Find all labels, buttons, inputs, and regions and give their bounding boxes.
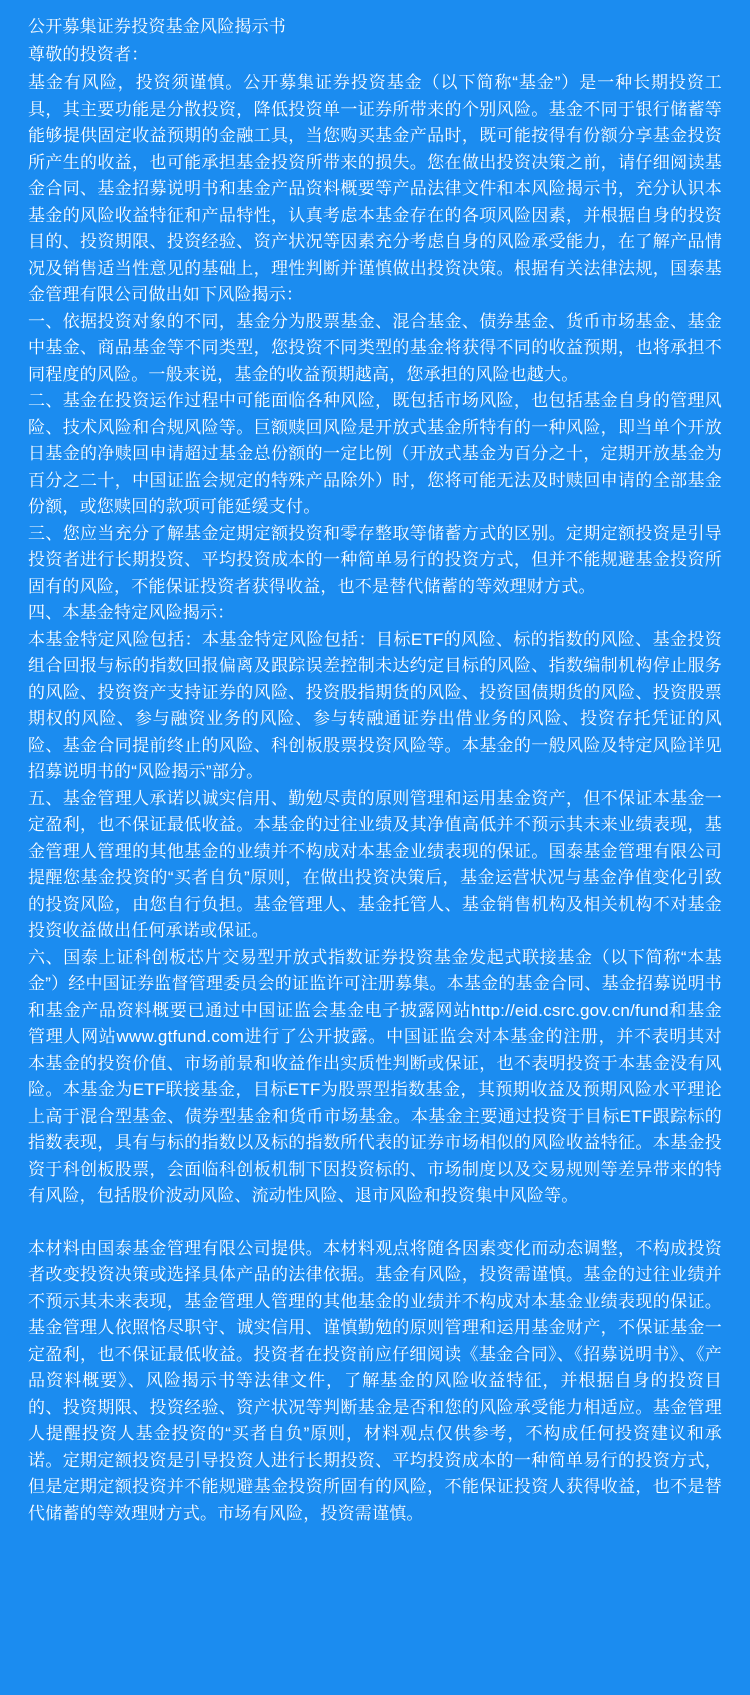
paragraph-item-4-body: 本基金特定风险包括：本基金特定风险包括：目标ETF的风险、标的指数的风险、基金投资组合回报与标的指数回报偏离及跟踪误差控制未达约定目标的风险、指数编制机构停止服务的风险、投资资产支持证券的风险、投资股指期货的风险、投资国债期货的风险、投资股票期权的风险、参与融资业务的风险、参与转融通证券出借业务的风险、投资存托凭证的风险、基金合同提前终止的风险、科创板股票投资风险等。本基金的一般风险及特定风险详见招募说明书的“风险揭示”部分。 [28,629,722,781]
paragraph-item-2: 二、基金在投资运作过程中可能面临各种风险，既包括市场风险，也包括基金自身的管理风险、技术风险和合规风险等。巨额赎回风险是开放式基金所特有的一种风险，即当单个开放日基金的净赎回申请超过基金总份额的一定比例（开放式基金为百分之十，定期开放基金为百分之二十，中国证监会规定的特殊产品除外）时，您将可能无法及时赎回申请的全部基金份额，或您赎回的款项可能延缓支付。 [28,391,722,516]
section-divider [28,1210,722,1236]
disclaimer-block [28,1236,722,1528]
salutation: 尊敬的投资者： [28,45,149,64]
paragraph-item-6: 六、国泰上证科创板芯片交易型开放式指数证券投资基金发起式联接基金（以下简称“本基金”）经中国证券监督管理委员会的证监许可注册募集。本基金的基金合同、基金招募说明书和基金产品资料概要已通过中国证监会基金电子披露网站http://eid.csrc.gov.cn/fund和基金管理人网站www.gtfund.com进行了公开披露。中国证监会对本基金的注册，并不表明其对本基金的投资价值、市场前景和收益作出实质性判断或保证，也不表明投资于本基金没有风险。本基金为ETF联接基金，目标ETF为股票型指数基金，其预期收益及预期风险水平理论上高于混合型基金、债券型基金和货币市场基金。本基金主要通过投资于目标ETF跟踪标的指数表现，具有与标的指数以及标的指数所代表的证券市场相似的风险收益特征。本基金投资于科创板股票，会面临科创板机制下因投资标的、市场制度以及交易规则等差异带来的特有风险，包括股价波动风险、流动性风险、退市风险和投资集中风险等。 [28,947,722,1205]
paragraph-item-3: 三、您应当充分了解基金定期定额投资和零存整取等储蓄方式的区别。定期定额投资是引导投资者进行长期投资、平均投资成本的一种简单易行的投资方式，但并不能规避基金投资所固有的风险，不能保证投资者获得收益，也不是替代储蓄的等效理财方式。 [28,523,722,596]
paragraph-disclaimer: 本材料由国泰基金管理有限公司提供。本材料观点将随各因素变化而动态调整，不构成投资者改变投资决策或选择具体产品的法律依据。基金有风险，投资需谨慎。基金的过往业绩并不预示其未来表现，基金管理人管理的其他基金的业绩并不构成对本基金业绩表现的保证。基金管理人依照恪尽职守、诚实信用、谨慎勤勉的原则管理和运用基金财产，不保证基金一定盈利，也不保证最低收益。投资者在投资前应仔细阅读《基金合同》、《招募说明书》、《产品资料概要》、风险揭示书等法律文件，了解基金的风险收益特征，并根据自身的投资目的、投资期限、投资经验、资产状况等判断基金是否和您的风险承受能力相适应。基金管理人提醒投资人基金投资的“买者自负”原则，材料观点仅供参考，不构成任何投资建议和承诺。定期定额投资是引导投资人进行长期投资、平均投资成本的一种简单易行的投资方式，但是定期定额投资并不能规避基金投资所固有的风险，不能保证投资人获得收益，也不是替代储蓄的等效理财方式。市场有风险，投资需谨慎。 [28,1238,722,1523]
paragraph-item-1: 一、依据投资对象的不同，基金分为股票基金、混合基金、债券基金、货币市场基金、基金中基金、商品基金等不同类型，您投资不同类型的基金将获得不同的收益预期，也将承担不同程度的风险。一般来说，基金的收益预期越高，您承担的风险也越大。 [28,311,722,384]
paragraph-item-5: 五、基金管理人承诺以诚实信用、勤勉尽责的原则管理和运用基金资产，但不保证本基金一定盈利，也不保证最低收益。本基金的过往业绩及其净值高低并不预示其未来业绩表现，基金管理人管理的其他基金的业绩并不构成对本基金业绩表现的保证。国泰基金管理有限公司提醒您基金投资的“买者自负”原则，在做出投资决策后，基金运营状况与基金净值变化引致的投资风险，由您自行负担。基金管理人、基金托管人、基金销售机构及相关机构不对基金投资收益做出任何承诺或保证。 [28,788,722,940]
page-title: 公开募集证券投资基金风险揭示书 [28,17,286,36]
paragraph-item-4-heading: 四、本基金特定风险揭示： [28,603,235,622]
paragraph-intro: 基金有风险，投资须谨慎。公开募集证券投资基金（以下简称“基金”）是一种长期投资工具，其主要功能是分散投资，降低投资单一证券所带来的个别风险。基金不同于银行储蓄等能够提供固定收益预期的金融工具，当您购买基金产品时，既可能按得有份额分享基金投资所产生的收益，也可能承担基金投资所带来的损失。您在做出投资决策之前，请仔细阅读基金合同、基金招募说明书和基金产品资料概要等产品法律文件和本风险揭示书，充分认识本基金的风险收益特征和产品特性，认真考虑本基金存在的各项风险因素，并根据自身的投资目的、投资期限、投资经验、资产状况等因素充分考虑自身的风险承受能力，在了解产品情况及销售适当性意见的基础上，理性判断并谨慎做出投资决策。根据有关法律法规，国泰基金管理有限公司做出如下风险揭示： [28,73,722,304]
